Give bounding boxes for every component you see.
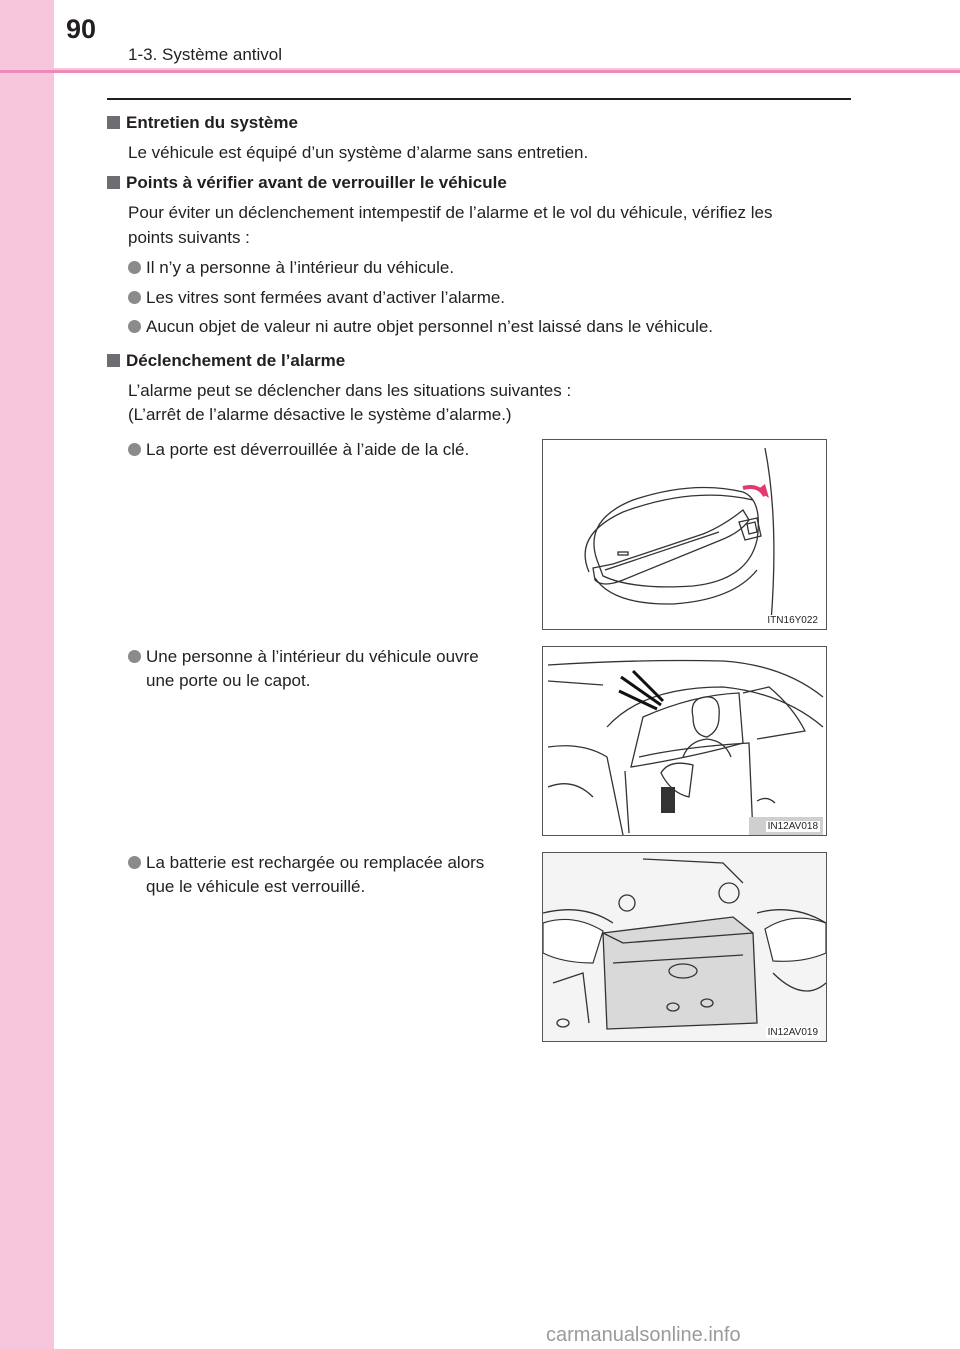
- round-bullet-icon: [128, 443, 141, 456]
- paragraph-line: Pour éviter un déclenchement intempestif de l’alarme et le vol du véhicule, vérifiez les: [128, 203, 773, 222]
- figure-door-key: [542, 439, 827, 630]
- list-item: Il n’y a personne à l’intérieur du véhicule.: [146, 258, 455, 277]
- figure-person-opening-door: [542, 646, 827, 836]
- list-item-line: une porte ou le capot.: [146, 671, 311, 690]
- list-item-line: La batterie est rechargée ou remplacée alors: [146, 853, 485, 872]
- paragraph-line: L’alarme peut se déclencher dans les situations suivantes :: [128, 381, 572, 400]
- list-item: Les vitres sont fermées avant d’activer l’alarme.: [146, 288, 506, 307]
- figure-battery-replacement: [542, 852, 827, 1042]
- round-bullet-icon: [128, 650, 141, 663]
- figure-code: ITN16Y022: [767, 615, 818, 626]
- square-bullet-icon: [107, 354, 120, 367]
- side-thumb-tab: [0, 0, 54, 1349]
- figure-code: IN12AV019: [767, 1027, 818, 1038]
- heading-entretien: Entretien du système: [107, 110, 298, 135]
- figure-code: IN12AV018: [767, 821, 818, 832]
- paragraph: Le véhicule est équipé d’un système d’alarme sans entretien.: [128, 143, 589, 162]
- content-rule: [107, 98, 851, 100]
- door-handle-illustration: [543, 440, 826, 629]
- section-title: 1-3. Système antivol: [128, 45, 283, 64]
- page-number: 90: [66, 14, 97, 44]
- square-bullet-icon: [107, 176, 120, 189]
- list-item-line: Une personne à l’intérieur du véhicule ouvre: [146, 647, 479, 666]
- car-door-illustration: [543, 647, 826, 835]
- heading-declenchement: Déclenchement de l’alarme: [107, 348, 345, 373]
- round-bullet-icon: [128, 856, 141, 869]
- list-item: La porte est déverrouillée à l’aide de la clé.: [146, 440, 470, 459]
- header-rule: [0, 70, 960, 73]
- paragraph-line: (L’arrêt de l’alarme désactive le système d’alarme.): [128, 405, 512, 424]
- heading-points: Points à vérifier avant de verrouiller le véhicule: [107, 170, 507, 195]
- list-item-line: que le véhicule est verrouillé.: [146, 877, 366, 896]
- round-bullet-icon: [128, 261, 141, 274]
- watermark: carmanualsonline.info: [546, 1324, 741, 1346]
- battery-illustration: [543, 853, 826, 1041]
- list-item: Aucun objet de valeur ni autre objet personnel n’est laissé dans le véhicule.: [146, 317, 714, 336]
- paragraph-line: points suivants :: [128, 228, 250, 247]
- square-bullet-icon: [107, 116, 120, 129]
- round-bullet-icon: [128, 291, 141, 304]
- round-bullet-icon: [128, 320, 141, 333]
